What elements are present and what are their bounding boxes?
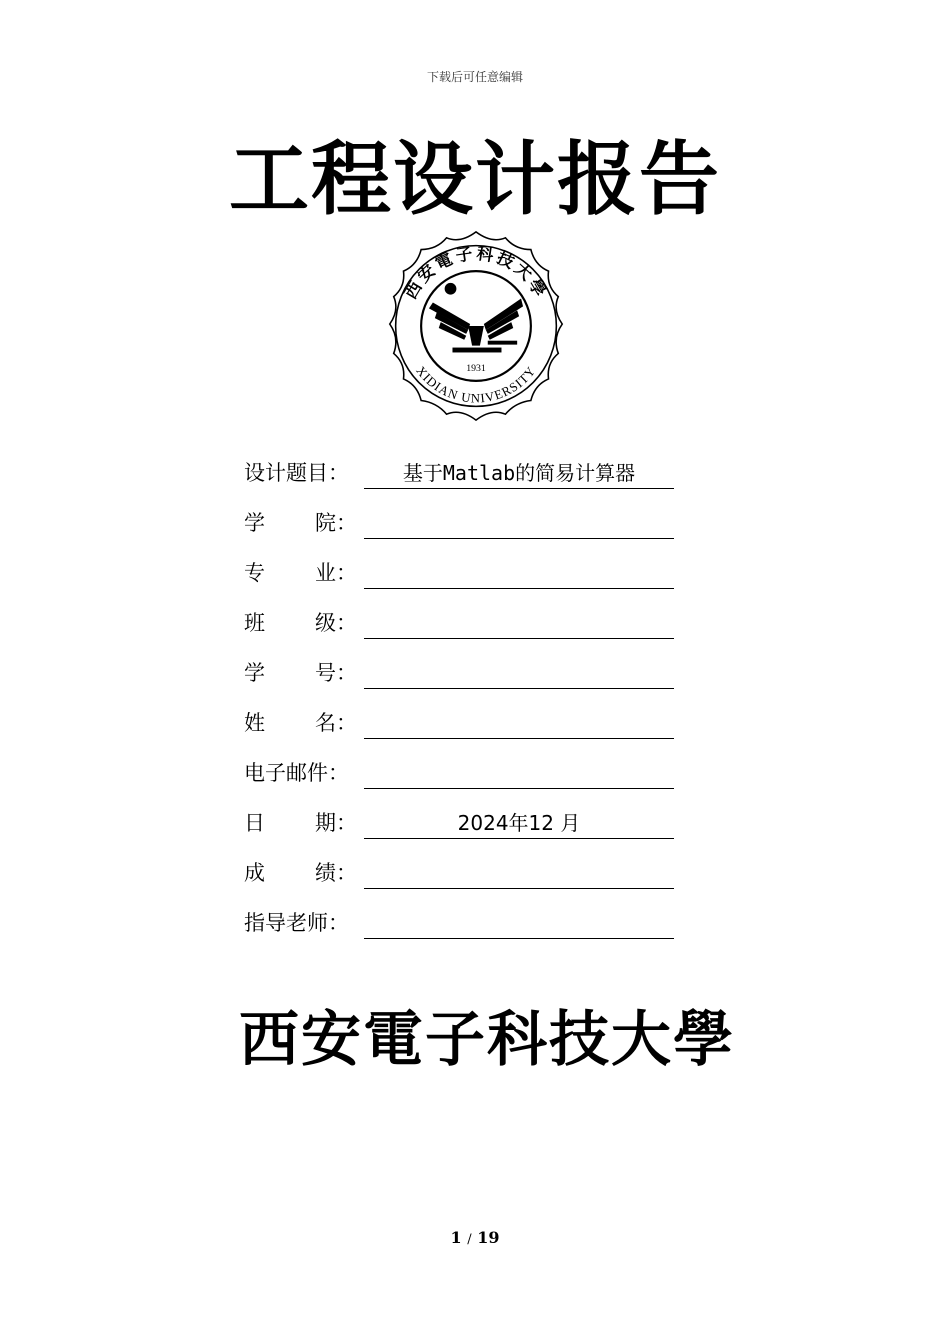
- emblem-year: 1931: [466, 363, 486, 375]
- page-current: 1: [450, 1228, 462, 1247]
- form-row-email: [244, 752, 684, 802]
- label-email: 电子邮件：: [244, 761, 349, 785]
- emblem-bottom-text: XIDIAN UNIVERSITY: [413, 363, 539, 406]
- field-class[interactable]: [364, 608, 674, 639]
- form-row-advisor: [244, 902, 684, 952]
- label-major: 专业：: [244, 561, 357, 585]
- field-student-id[interactable]: [364, 658, 674, 689]
- label-topic: 设计题目：: [244, 461, 349, 485]
- label-class: 班级：: [244, 611, 357, 635]
- label-grade: 成绩：: [244, 861, 357, 885]
- label-student-id: 学号：: [244, 661, 357, 685]
- form-row-class: [244, 602, 684, 652]
- university-emblem: [378, 228, 574, 424]
- form-row-date: [244, 802, 684, 852]
- field-name[interactable]: [364, 708, 674, 739]
- label-name: 姓名：: [244, 711, 357, 735]
- form-row-major: [244, 552, 684, 602]
- form-row-name: [244, 702, 684, 752]
- header-note: 下载后可任意编辑: [426, 70, 523, 84]
- document-title: 工程设计报告: [229, 133, 721, 226]
- university-name-calligraphy: [232, 988, 742, 1088]
- emblem-top-text: 西安電子科技大學: [400, 242, 552, 303]
- calligraphy-text: 西安電子科技大學: [239, 1005, 735, 1075]
- field-email[interactable]: [364, 758, 674, 789]
- field-grade[interactable]: [364, 858, 674, 889]
- label-date: 日期：: [244, 811, 357, 835]
- field-college[interactable]: [364, 508, 674, 539]
- field-major[interactable]: [364, 558, 674, 589]
- field-date[interactable]: 2024年12 月: [364, 808, 674, 839]
- field-advisor[interactable]: [364, 908, 674, 939]
- form-row-college: [244, 502, 684, 552]
- page-number: [0, 1228, 950, 1247]
- page-total: 19: [477, 1228, 500, 1247]
- label-advisor: 指导老师：: [244, 911, 349, 935]
- form-row-student-id: [244, 652, 684, 702]
- cover-info-form: [244, 452, 684, 952]
- form-row-grade: [244, 852, 684, 902]
- field-topic[interactable]: 基于Matlab的简易计算器: [364, 458, 674, 489]
- label-college: 学院：: [244, 511, 357, 535]
- page-separator: /: [467, 1232, 472, 1247]
- form-row-topic: [244, 452, 684, 502]
